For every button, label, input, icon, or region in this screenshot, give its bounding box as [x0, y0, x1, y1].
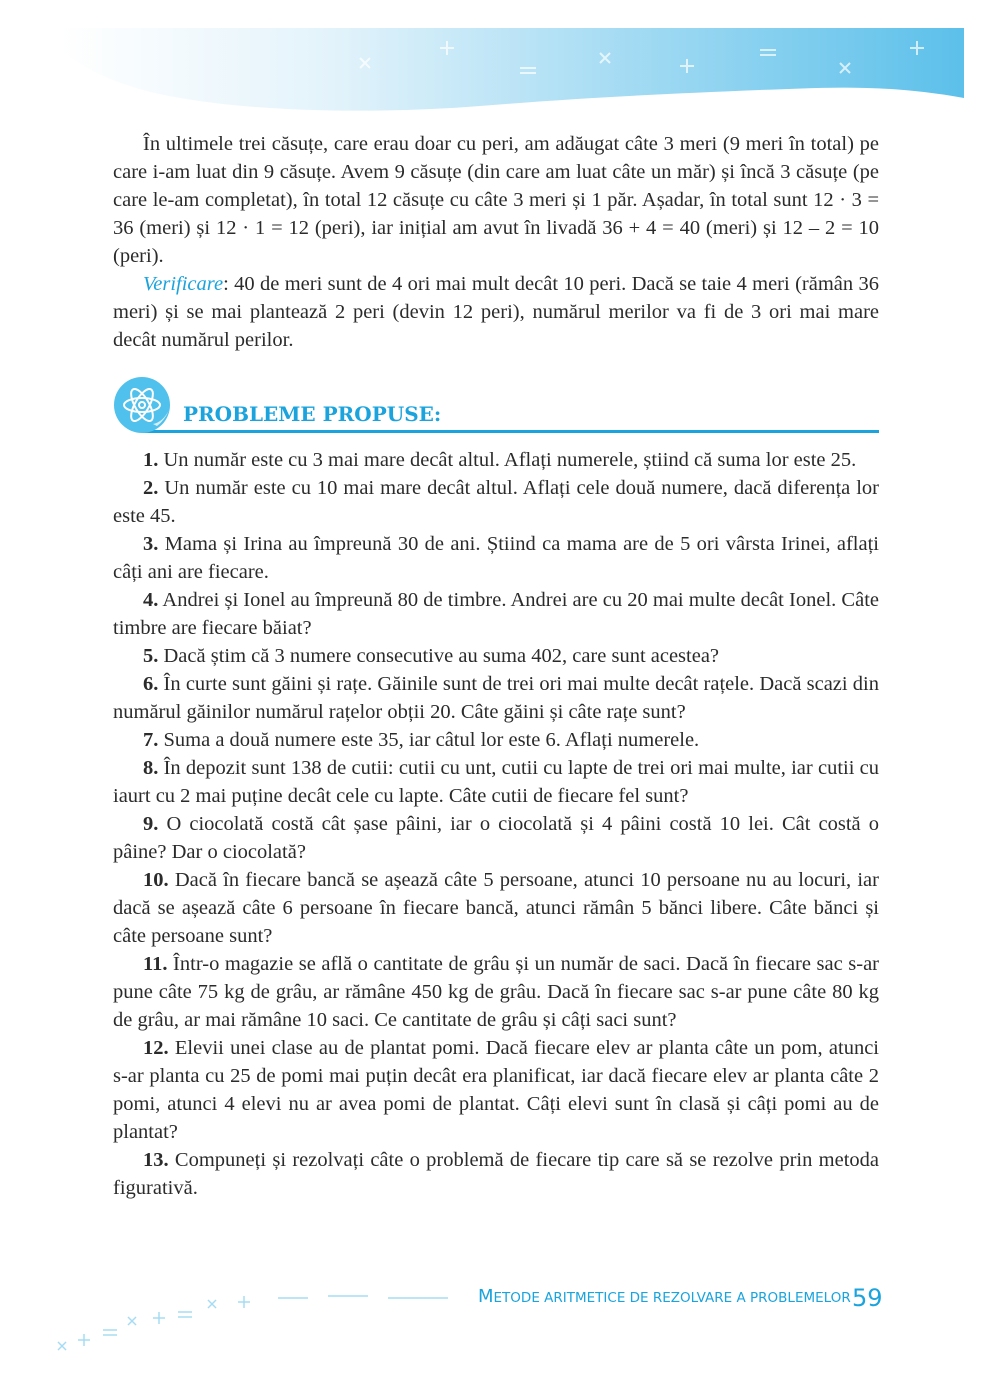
intro-paragraph: În ultimele trei căsuțe, care erau doar cu peri, am adăugat câte 3 meri (9 meri în total) pe care i-am luat din 9 căsuțe. Avem 9 căsuțe (din care am luat câte un măr) și încă 3 căsuțe (pe care le-am completat), în total 12 căsuțe cu câte 3 meri și 1 păr. Așadar, în total sunt 12 · 3 = 36 (meri) și 12 · 1 = 12 (peri), iar inițial am avut în livadă 36 + 4 = 40 (meri) și 12 – 2 = 10 (peri).	[113, 133, 879, 267]
problem-text: Suma a două numere este 35, iar câtul lor este 6. Aflați numerele.	[158, 729, 700, 751]
intro-text	[113, 130, 879, 354]
problem-number: 4.	[143, 589, 159, 611]
problem-text: Andrei și Ionel au împreună 80 de timbre. Andrei are cu 20 mai multe decât Ionel. Câte timbre are fiecare băiat?	[113, 589, 879, 639]
running-footer	[478, 1286, 851, 1307]
section-heading	[113, 376, 879, 434]
problem-text: Elevii unei clase au de plantat pomi. Dacă fiecare elev ar planta câte un pom, atunci s-ar planta cu 25 de pomi mai puțin decât era planificat, iar dacă fiecare elev ar planta câte 2 pomi, atunci 4 elevi nu ar avea pomi de plantat. Câți elevi sunt în clasă și câți pomi au de plantat?	[113, 1037, 879, 1143]
problem-text: Într-o magazie se află o cantitate de grâu și un număr de saci. Dacă în fiecare sac s-ar pune câte 75 kg de grâu, ar rămâne 450 kg de grâu. Dacă în fiecare sac s-ar pune câte 80 kg de grâu, ar mai rămâne 10 saci. Ce cantitate de grâu și câți saci sunt?	[113, 953, 879, 1031]
footer-decoration	[48, 1280, 468, 1360]
section-rule	[143, 430, 879, 433]
problem-number: 1.	[143, 449, 159, 471]
verification-label: Verificare	[143, 273, 224, 295]
problem-item	[113, 1034, 879, 1146]
verification-paragraph	[113, 270, 879, 354]
problem-number: 6.	[143, 673, 159, 695]
problem-item	[113, 810, 879, 866]
problem-text: Un număr este cu 10 mai mare decât altul. Aflați cele două numere, dacă diferența lor este 45.	[113, 477, 879, 527]
problem-number: 2.	[143, 477, 159, 499]
problem-item	[113, 1146, 879, 1202]
problem-text: În curte sunt găini și rațe. Găinile sunt de trei ori mai multe decât rațele. Dacă scazi din numărul găinilor numărul rațelor obții 20. Câte găini și câte rațe sunt?	[113, 673, 879, 723]
problem-text: Dacă în fiecare bancă se așează câte 5 persoane, atunci 10 persoane nu au locuri, iar dacă se așează câte 6 persoane în fiecare bancă, atunci rămân 5 bănci libere. Câte bănci și câte persoane sunt?	[113, 869, 879, 947]
problem-number: 10.	[143, 869, 169, 891]
problem-item	[113, 726, 879, 754]
footer-initial: M	[478, 1286, 494, 1307]
problem-number: 5.	[143, 645, 159, 667]
problem-text: O ciocolată costă cât șase pâini, iar o ciocolată și 4 pâini costă 10 lei. Cât costă o pâine? Dar o ciocolată?	[113, 813, 879, 863]
problem-text: Mama și Irina au împreună 30 de ani. Știind ca mama are de 5 ori vârsta Irinei, aflați câți ani are fiecare.	[113, 533, 879, 583]
verification-text: : 40 de meri sunt de 4 ori mai mult decât 10 peri. Dacă se taie 4 meri (rămân 36 meri) și se mai plantează 2 peri (devin 12 peri), numărul merilor va fi de 3 ori mai mare decât numărul perilor.	[113, 273, 879, 351]
problem-text: Dacă știm că 3 numere consecutive au suma 402, care sunt acestea?	[158, 645, 720, 667]
problem-number: 7.	[143, 729, 159, 751]
page-number: 59	[852, 1284, 883, 1312]
problem-item	[113, 474, 879, 530]
section-title: PROBLEME PROPUSE:	[183, 402, 442, 426]
problem-number: 11.	[143, 953, 168, 975]
header-decoration	[60, 28, 964, 118]
problem-item	[113, 642, 879, 670]
problem-number: 3.	[143, 533, 159, 555]
problem-list	[113, 446, 879, 1202]
problem-number: 12.	[143, 1037, 169, 1059]
problem-item	[113, 446, 879, 474]
problem-number: 8.	[143, 757, 159, 779]
problem-text: Un număr este cu 3 mai mare decât altul. Aflați numerele, știind că suma lor este 25.	[158, 449, 857, 471]
atom-icon	[113, 376, 171, 434]
problem-text: În depozit sunt 138 de cutii: cutii cu unt, cutii cu lapte de trei ori mai multe, iar cutii cu iaurt cu 2 mai puține decât cele cu lapte. Câte cutii de fiecare fel sunt?	[113, 757, 879, 807]
problem-item	[113, 586, 879, 642]
problem-text: Compuneți și rezolvați câte o problemă de fiecare tip care să se rezolve prin metoda figurativă.	[113, 1149, 879, 1199]
problem-number: 13.	[143, 1149, 169, 1171]
problem-item	[113, 866, 879, 950]
problem-item	[113, 670, 879, 726]
footer-title: ETODE ARITMETICE DE REZOLVARE A PROBLEMELOR	[493, 1290, 851, 1306]
problem-item	[113, 530, 879, 586]
problem-item	[113, 754, 879, 810]
problem-item	[113, 950, 879, 1034]
problem-number: 9.	[143, 813, 159, 835]
